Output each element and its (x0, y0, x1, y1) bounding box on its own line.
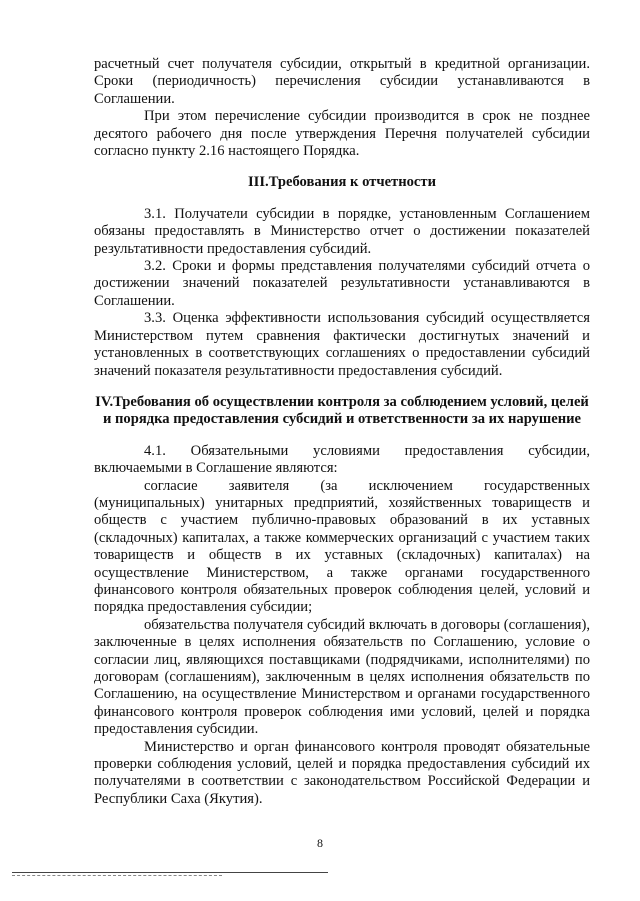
document-body (94, 56, 590, 808)
paragraph-obligations: обязательства получателя субсидий включать в договоры (соглашения), заключенные в целях исполнения обязательств по Соглашению, условие о согласии лиц, являющихся поставщиками (подрядчиками, исполнителями) по договорам (соглашениям), заключенным в целях исполнения обязательств по Соглашению, на осуществление Министерством и органами государственного финансового контроля проверок соблюдения ими условий, целей и порядка предоставления субсидии. (94, 616, 590, 738)
paragraph-4-1: 4.1. Обязательными условиями предоставления субсидии, включаемыми в Соглашение являются: (94, 442, 590, 477)
section-heading-reporting: III.Требования к отчетности (247, 174, 436, 191)
paragraph-inspections: Министерство и орган финансового контроля проводят обязательные проверки соблюдения условий, целей и порядка предоставления субсидий их получателями в соответствии с законодательством Российской Федерации и Республики Саха (Якутия). (94, 738, 590, 807)
paragraph-3-2: 3.2. Сроки и формы представления получателями субсидий отчета о достижении значений показателей результативности устанавливаются в Соглашении. (94, 258, 590, 309)
section-heading-control: IV.Требования об осуществлении контроля за соблюдением условий, целей и порядка предоставления субсидий и ответственности за их нарушение (95, 393, 589, 428)
paragraph-3-3: 3.3. Оценка эффективности использования субсидий осуществляется Министерством путем сравнения фактически достигнутых значений и установленных в соответствующих соглашениях о предоставлении субсидий значений показателя результативности предоставления субсидий. (94, 310, 590, 379)
page-number: 8 (317, 836, 323, 850)
footer-rule-dashed (12, 875, 222, 876)
footer-rule (12, 872, 328, 873)
paragraph-payment-account: расчетный счет получателя субсидии, открытый в кредитной организации. Сроки (периодичность) перечисления субсидии устанавливаются в Соглашении. (94, 56, 590, 107)
paragraph-consent: согласие заявителя (за исключением государственных (муниципальных) унитарных предприятий, хозяйственных товариществ и обществ с участием публично-правовых образований в их уставных (складочных) капиталах, а также коммерческих организаций с участием таких товариществ и обществ в их уставных (складочных) капиталах) на осуществление Министерством, а также органами государственного финансового контроля обязательных проверок соблюдения целей, условий и порядка предоставления субсидии; (94, 477, 590, 616)
paragraph-payment-deadline: При этом перечисление субсидии производится в срок не позднее десятого рабочего дня после утверждения Перечня получателей субсидии согласно пункту 2.16 настоящего Порядка. (94, 108, 590, 160)
paragraph-3-1: 3.1. Получатели субсидии в порядке, установленным Соглашением обязаны предоставлять в Министерство отчет о достижении показателей результативности предоставления субсидий. (94, 205, 590, 257)
